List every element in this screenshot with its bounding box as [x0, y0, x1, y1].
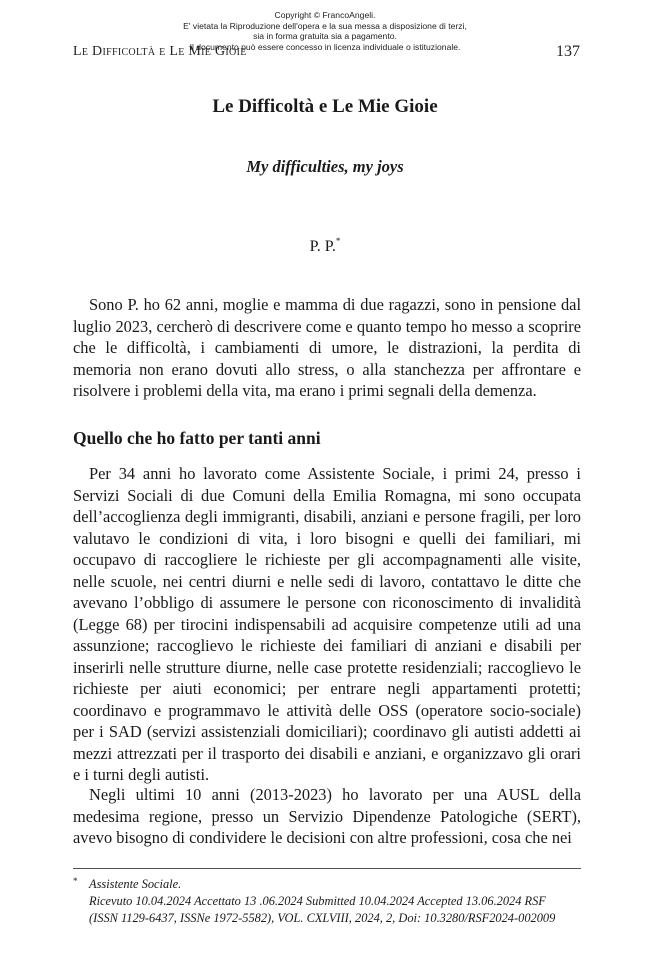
- body-paragraph-3: Negli ultimi 10 anni (2013-2023) ho lavorato per una AUSL della medesima regione, presso un Servizio Dipendenze Patologiche (SERT), avevo bisogno di condividere le decisioni con altre professioni, cosa che nei: [73, 785, 581, 847]
- author-footnote-mark: *: [335, 236, 341, 246]
- running-head: Le Difficoltà e Le Mie Gioie: [73, 44, 247, 59]
- footnote-divider: [73, 868, 581, 869]
- body-paragraph-2: Per 34 anni ho lavorato come Assistente Sociale, i primi 24, presso i Servizi Sociali di due Comuni della Emilia Romagna, mi sono occupata dell’accoglienza degli immigranti, disabili, anziani e persone fragili, per loro valutavo le condizioni di vita, i loro bisogni e quelli dei familiari, mi occupavo di raccogliere le richieste per gli accompagnamenti alle visite, nelle scuole, nei centri diurni e nelle sedi di lavoro, contattavo le ditte che avevano l’obbligo di assumere le persone con riconoscimento di invalidità (Legge 68) per tirocini indispensabili ad acquisire competenze utili ad una assunzione; raccoglievo le richieste dei familiari di anziani e disabili per inserirli nelle strutture diurne, nelle case protette residenziali; raccoglievo le richieste per aiuti economici; per entrare negli appartamenti protetti; coordinavo e programmavo le attività delle OSS (operatore socio-sociale) per i SAD (servizi assistenziali domiciliari); coordinavo gli autisti addetti ai mezzi attrezzati per il trasporto dei disabili e anziani, e organizzavo gli orari e i turni degli autisti.: [73, 464, 581, 784]
- copyright-line: Copyright © FrancoAngeli.: [274, 10, 376, 20]
- footnote-line: Ricevuto 10.04.2024 Accettato 13 .06.2024 Submitted 10.04.2024 Accepted 13.06.2024 RSF: [89, 894, 546, 908]
- copyright-line: sia in forma gratuita sia a pagamento.: [253, 31, 397, 42]
- footnote-line: (ISSN 1129-6437, ISSNe 1972-5582), VOL. CXLVIII, 2024, 2, Doi: 10.3280/RSF2024-002009: [89, 911, 556, 925]
- article-title: Le Difficoltà e Le Mie Gioie: [212, 96, 438, 117]
- body-paragraph-1: Sono P. ho 62 anni, moglie e mamma di due ragazzi, sono in pensione dal luglio 2023, cercherò di descrivere come e quanto tempo ho messo a scoprire che le difficoltà, i cambiamenti di umore, le distrazioni, la perdita di memoria non erano dovuti allo stress, o alla stanchezza per affrontare e risolvere i problemi della vita, ma erano i primi segnali della demenza.: [73, 295, 581, 400]
- footnote: [73, 876, 585, 927]
- copyright-line: E' vietata la Riproduzione dell'opera e la sua messa a disposizione di terzi,: [183, 20, 467, 31]
- author-name: P. P.: [309, 238, 336, 255]
- footnote-mark: *: [73, 876, 78, 886]
- copyright-line: Il documento può essere concesso in licenza individuale o istituzionale.: [189, 41, 461, 52]
- page-number: 137: [556, 43, 580, 60]
- section-heading: Quello che ho fatto per tanti anni: [73, 428, 321, 448]
- footnote-line: Assistente Sociale.: [89, 877, 182, 891]
- author-line: [0, 236, 650, 256]
- article-subtitle: My difficulties, my joys: [246, 157, 404, 176]
